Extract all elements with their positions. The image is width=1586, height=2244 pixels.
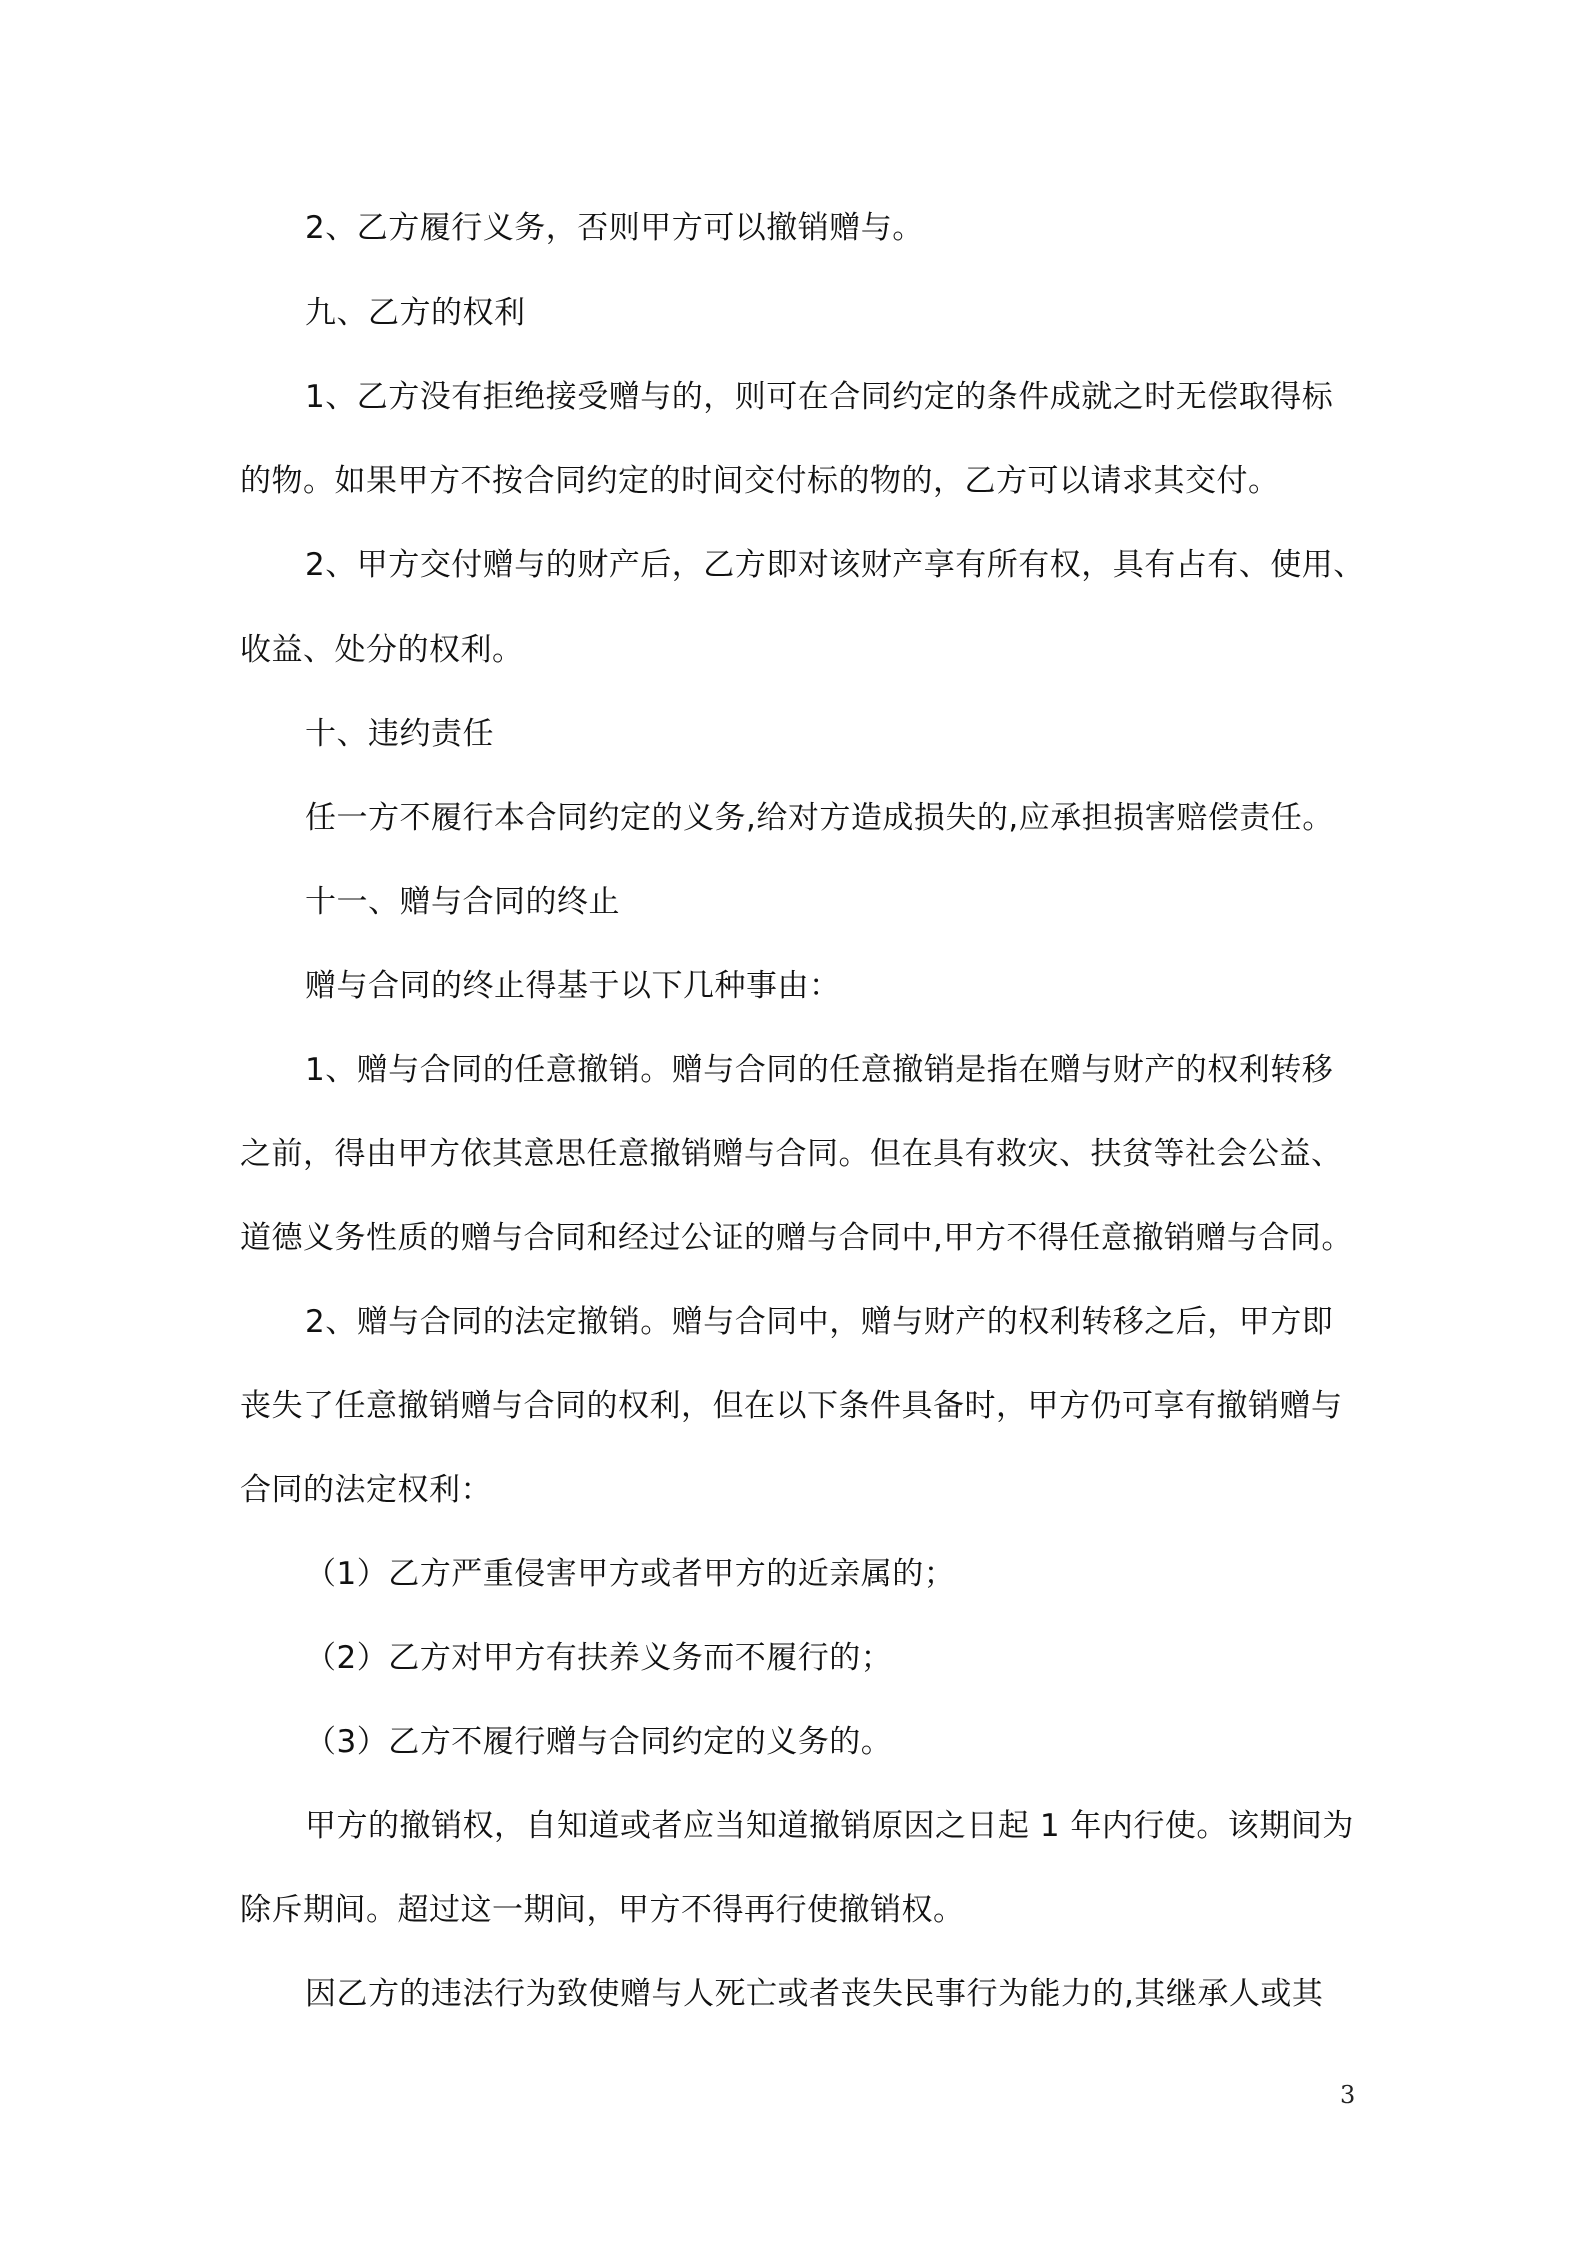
text-line: 任一方不履行本合同约定的义务,给对方造成损失的,应承担损害赔偿责任。 (305, 800, 1334, 836)
text-line: 丧失了任意撤销赠与合同的权利，但在以下条件具备时，甲方仍可享有撤销赠与 (240, 1388, 1343, 1424)
text-line: 收益、处分的权利。 (240, 632, 524, 668)
text-line: 1、乙方没有拒绝接受赠与的，则可在合同约定的条件成就之时无偿取得标 (305, 379, 1334, 415)
page-number: 3 (1340, 2081, 1356, 2109)
text-line: 2、甲方交付赠与的财产后，乙方即对该财产享有所有权，具有占有、使用、 (305, 547, 1365, 583)
text-line: 的物。如果甲方不按合同约定的时间交付标的物的，乙方可以请求其交付。 (240, 463, 1280, 499)
text-line: 合同的法定权利： (240, 1472, 492, 1508)
section-heading: 十一、赠与合同的终止 (305, 884, 620, 920)
text-line: 道德义务性质的赠与合同和经过公证的赠与合同中,甲方不得任意撤销赠与合同。 (240, 1220, 1353, 1256)
list-item: （1）乙方严重侵害甲方或者甲方的近亲属的； (305, 1556, 956, 1592)
section-heading: 九、乙方的权利 (305, 295, 526, 331)
text-line: 1、赠与合同的任意撤销。赠与合同的任意撤销是指在赠与财产的权利转移 (305, 1052, 1334, 1088)
text-line: 之前，得由甲方依其意思任意撤销赠与合同。但在具有救灾、扶贫等社会公益、 (240, 1136, 1343, 1172)
text-line: 2、乙方履行义务，否则甲方可以撤销赠与。 (305, 210, 924, 246)
section-heading: 十、违约责任 (305, 716, 494, 752)
text-line: 甲方的撤销权，自知道或者应当知道撤销原因之日起 1 年内行使。该期间为 (305, 1808, 1354, 1844)
text-line: 因乙方的违法行为致使赠与人死亡或者丧失民事行为能力的,其继承人或其 (305, 1976, 1324, 2012)
text-line: 2、赠与合同的法定撤销。赠与合同中，赠与财产的权利转移之后，甲方即 (305, 1304, 1334, 1340)
text-line: 除斥期间。超过这一期间，甲方不得再行使撤销权。 (240, 1892, 965, 1928)
list-item: （2）乙方对甲方有扶养义务而不履行的； (305, 1640, 893, 1676)
list-item: （3）乙方不履行赠与合同约定的义务的。 (305, 1724, 893, 1760)
text-line: 赠与合同的终止得基于以下几种事由： (305, 968, 841, 1004)
